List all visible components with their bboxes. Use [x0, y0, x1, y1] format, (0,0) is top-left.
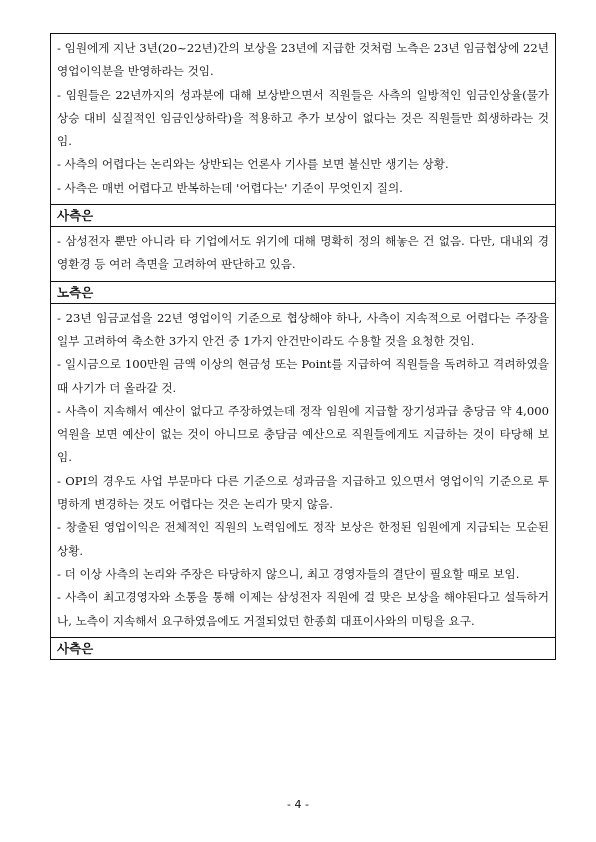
paragraph: - 사측은 매번 어렵다고 반복하는데 '어렵다는' 기준이 무엇인지 질의. — [57, 180, 403, 195]
paragraph: - 사측이 최고경영자와 소통을 통해 이제는 삼성전자 직원에 걸 맞은 보상을 해야된다고 설득하거나, 노측이 지속해서 요구하였음에도 거절되었던 한종희 대표이사와의 미팅을 요구. — [57, 590, 549, 628]
minutes-table — [50, 33, 556, 660]
paragraph: - 삼성전자 뿐만 아니라 타 기업에서도 위기에 대해 명확히 정의 해놓은 건 없음. 다만, 대내외 경영환경 등 여러 측면을 고려하여 판단하고 있음. — [57, 234, 549, 272]
page-number: - 4 - — [287, 798, 309, 811]
paragraph: - 임원들은 22년까지의 성과분에 대해 보상받으면서 직원들은 사측의 일방적인 임금인상율(물가상승 대비 실질적인 임금인상하락)을 적용하고 추가 보상이 없다는 것은 직원들만 희생하라는 것임. — [57, 87, 549, 149]
paragraph: - 일시금으로 100만원 금액 이상의 현금성 또는 Point를 지급하여 직원들을 독려하고 격려하였을 때 사기가 더 올라갈 것. — [57, 357, 549, 395]
paragraph: - 창출된 영업이익은 전체적인 직원의 노력임에도 정작 보상은 한정된 임원에게 지급되는 모순된 상황. — [57, 520, 549, 558]
section-heading-management: 사측은 — [51, 204, 555, 226]
section-heading-union: 노측은 — [51, 281, 555, 303]
paragraph: - 사측의 어렵다는 논리와는 상반되는 언론사 기사를 보면 불신만 생기는 상황. — [57, 157, 449, 172]
paragraph: - 더 이상 사측의 논리와 주장은 타당하지 않으니, 최고 경영자들의 결단이 필요할 때로 보임. — [57, 566, 520, 581]
paragraph: - 사측이 지속해서 예산이 없다고 주장하였는데 정작 임원에 지급할 장기성과급 충당금 약 4,000억원을 보면 예산이 없는 것이 아니므로 충담금 예산으로 직원들에게도 지급하는 것이 타당해 보임. — [57, 403, 549, 465]
section-heading-management: 사측은 — [51, 637, 555, 659]
union-statement-block — [51, 303, 555, 637]
paragraph: - 23년 임금교섭을 22년 영업이익 기준으로 협상해야 하나, 사측이 지속적으로 어렵다는 주장을 일부 고려하여 축소한 3가지 안건 중 1가지 안건만이라도 수용할 것을 요청한 것임. — [57, 310, 549, 348]
union-statement-block — [51, 34, 555, 204]
paragraph: - 임원에게 지난 3년(20~22년)간의 보상을 23년에 지급한 것처럼 노측은 23년 임금협상에 22년 영업이익분을 반영하라는 것임. — [57, 41, 549, 79]
paragraph: - OPI의 경우도 사업 부문마다 다른 기준으로 성과금을 지급하고 있으면서 영업이익 기준으로 투명하게 변경하는 것도 어렵다는 것은 논리가 맞지 않음. — [57, 473, 549, 512]
management-response-block — [51, 226, 555, 281]
